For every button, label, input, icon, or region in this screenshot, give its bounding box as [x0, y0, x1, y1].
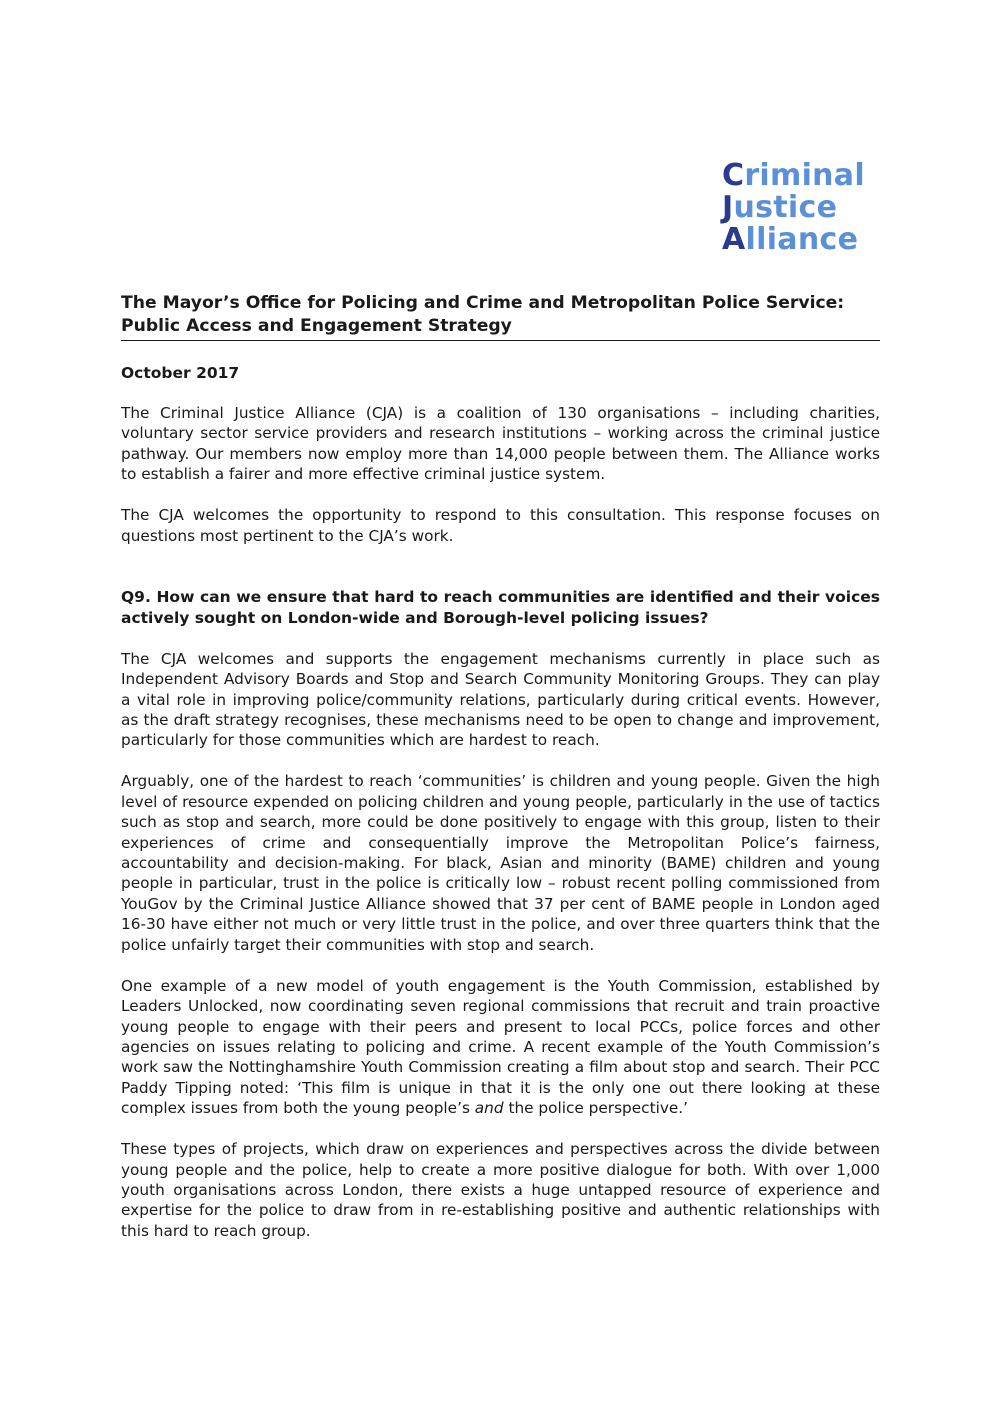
logo-initial-a: A [722, 222, 746, 257]
logo-initial-c: C [722, 158, 745, 193]
logo-line-justice [722, 192, 892, 224]
question-heading: Q9. How can we ensure that hard to reach communities are identified and their voices actively sought on London-wide and Borough-level policing issues? [121, 588, 880, 627]
logo-line-criminal [722, 160, 892, 192]
logo-text-ustice: ustice [733, 190, 838, 225]
logo-text-lliance: lliance [745, 222, 859, 257]
cja-logo [722, 160, 892, 256]
intro-paragraph-2: The CJA welcomes the opportunity to respond to this consultation. This response focuses on questions most pertinent to the CJA’s work. [121, 506, 880, 545]
document-date: October 2017 [121, 364, 240, 382]
intro-paragraph-1: The Criminal Justice Alliance (CJA) is a coalition of 130 organisations – including charities, voluntary sector service providers and research institutions – working across the criminal justice pathway. Our members now employ more than 14,000 people between them. The Alliance works to establish a fairer and more effective criminal justice system. [121, 404, 880, 484]
body-paragraph-1: The CJA welcomes and supports the engagement mechanisms currently in place such as Independent Advisory Boards and Stop and Search Community Monitoring Groups. They can play a vital role in improving police/community relations, particularly during critical events. However, as the draft strategy recognises, these mechanisms need to be open to change and improvement, particularly for those communities which are hardest to reach. [121, 649, 880, 750]
body-paragraph-3-part-2: the police perspective.’ [503, 1099, 689, 1118]
title-line-2: Public Access and Engagement Strategy [121, 316, 512, 336]
document-body [121, 292, 880, 1241]
document-title [121, 292, 880, 341]
logo-line-alliance [722, 224, 892, 256]
body-paragraph-3-emphasis: and [474, 1099, 504, 1118]
title-line-1: The Mayor’s Office for Policing and Crime and Metropolitan Police Service: [121, 293, 845, 313]
body-paragraph-3-part-1: One example of a new model of youth engagement is the Youth Commission, established by Leaders Unlocked, now coordinating seven regional commissions that recruit and train proactive young people to engage with their peers and present to local PCCs, police forces and other agencies on issues relating to policing and crime. A recent example of the Youth Commission’s work saw the Nottinghamshire Youth Commission creating a film about stop and search. Their PCC Paddy Tipping noted: ‘This film is unique in that it is the only one out there looking at these complex issues from both the young people’s [121, 976, 880, 1118]
body-paragraph-2: Arguably, one of the hardest to reach ‘communities’ is children and young people. Given the high level of resource expended on policing children and young people, particularly in the use of tactics such as stop and search, more could be done positively to engage with this group, listen to their experiences of crime and consequentially improve the Metropolitan Police’s fairness, accountability and decision-making. For black, Asian and minority (BAME) children and young people in particular, trust in the police is critically low – robust recent polling commissioned from YouGov by the Criminal Justice Alliance showed that 37 per cent of BAME people in London aged 16-30 have either not much or very little trust in the police, and over three quarters think that the police unfairly target their communities with stop and search. [121, 772, 880, 954]
body-paragraph-4: These types of projects, which draw on experiences and perspectives across the divide between young people and the police, help to create a more positive dialogue for both. With over 1,000 youth organisations across London, there exists a huge untapped resource of experience and expertise for the police to draw from in re-establishing positive and authentic relationships with this hard to reach group. [121, 1140, 880, 1240]
logo-initial-j: J [722, 190, 734, 225]
logo-text-riminal: riminal [744, 158, 865, 193]
body-paragraph-3 [121, 976, 880, 1119]
